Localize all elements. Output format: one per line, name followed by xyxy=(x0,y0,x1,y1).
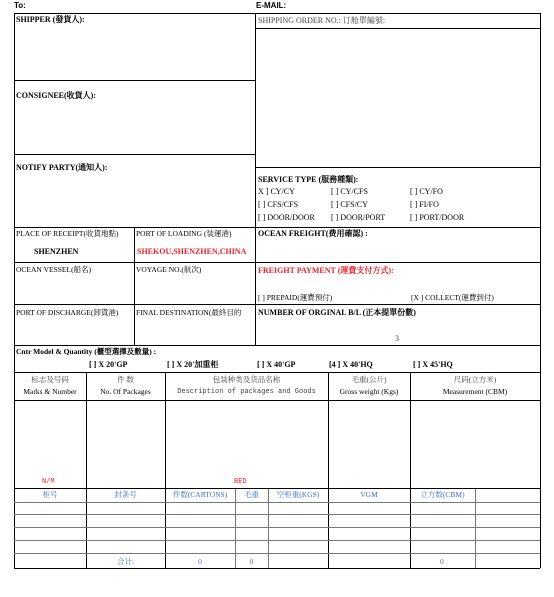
header-weight-en: Gross weight (Kgs) xyxy=(339,387,399,396)
ocean-freight-label: OCEAN FREIGHT(费用確認) : xyxy=(258,229,368,238)
detail-header-cartons: 件数(CARTONS) xyxy=(172,490,228,499)
detail-header-gross: 毛重 xyxy=(244,490,259,499)
ocean-vessel-label: OCEAN VESSEL(船名) xyxy=(16,265,92,274)
cntr-option-40gp[interactable]: [ ] X 40'GP xyxy=(257,360,296,369)
service-type-title: SERVICE TYPE (服務種類): xyxy=(258,175,359,184)
header-measurement-en: Measurement (CBM) xyxy=(442,387,508,396)
shipper-label: SHIPPER (發貨人): xyxy=(16,15,85,24)
marks-value: N/M xyxy=(42,478,55,486)
header-packages-en: No. Of Packages xyxy=(100,387,151,396)
shipping-order-label: SHIPPING ORDER NO.: 订舱單編號: xyxy=(258,16,386,25)
total-label: 合计: xyxy=(116,557,135,566)
detail-header-vgm: VGM xyxy=(360,490,378,499)
port-of-discharge-label: PORT OF DISCHARGE(卸貨港) xyxy=(16,308,119,317)
detail-header-tare: 空柜重(KGS) xyxy=(276,490,320,499)
goods-value: BED xyxy=(234,478,247,486)
service-option-cfs-cy[interactable]: [ ] CFS/CY xyxy=(331,200,368,209)
detail-header-cbm: 立方数(CBM) xyxy=(420,490,465,499)
to-label: To: xyxy=(14,1,26,10)
port-of-loading-label: PORT OF LOADING (装運港) xyxy=(136,229,232,238)
total-weight: 0 xyxy=(249,557,254,566)
cntr-option-40hq[interactable]: [4 ] X 40'HQ xyxy=(329,360,373,369)
freight-prepaid-option[interactable]: [ ] PREPAID(運費預付) xyxy=(258,293,333,302)
detail-header-container-no: 柜号 xyxy=(42,490,58,499)
header-marks-en: Marks & Number xyxy=(23,387,77,396)
voyage-no-label: VOYAGE NO.(航次) xyxy=(136,265,202,274)
cntr-option-20gp[interactable]: [ ] X 20'GP xyxy=(89,360,128,369)
header-packages-cn: 件 数 xyxy=(117,375,134,384)
email-label: E-MAIL: xyxy=(256,1,287,10)
place-of-receipt-label: PLACE OF RECEIPT(收貨地點) xyxy=(16,229,119,238)
port-of-loading-value: SHEKOU,SHENZHEN,CHINA xyxy=(137,247,247,256)
service-option-cy-cfs[interactable]: [ ] CY/CFS xyxy=(331,187,368,196)
notify-party-label: NOTIFY PARTY(通知人): xyxy=(16,163,108,172)
cntr-option-20-heavy[interactable]: [ ] X 20'加重柜 xyxy=(167,360,219,369)
cntr-model-label: Cntr Model & Quantity (櫃型選擇及數量) : xyxy=(16,347,157,356)
service-option-fi-fo[interactable]: [ ] FI/FO xyxy=(410,200,439,209)
service-option-port-door[interactable]: [ ] PORT/DOOR xyxy=(410,213,465,222)
original-bl-value: 3 xyxy=(395,334,399,343)
freight-payment-title: FREIGHT PAYMENT (運費支付方式): xyxy=(258,266,394,275)
original-bl-label: NUMBER OF ORGINAL B/L (正本提單份數) xyxy=(258,308,416,317)
final-destination-label: FINAL DESTINATION(最終目的 xyxy=(136,308,242,317)
service-option-cy-cy[interactable]: X ] CY/CY xyxy=(258,187,295,196)
consignee-label: CONSIGNEE(收貨人): xyxy=(16,91,97,100)
service-option-cy-fo[interactable]: [ ] CY/FO xyxy=(410,187,443,196)
place-of-receipt-value: SHENZHEN xyxy=(34,247,79,256)
header-description-en: Description of packages and Goods xyxy=(177,388,316,396)
freight-collect-option[interactable]: [X ] COLLECT(運費到付) xyxy=(411,293,494,302)
header-marks-cn: 标志及号码 xyxy=(31,375,69,384)
service-option-door-port[interactable]: [ ] DOOR/PORT xyxy=(331,213,386,222)
total-cartons: 0 xyxy=(198,557,202,566)
service-option-door-door[interactable]: [ ] DOOR/DOOR xyxy=(258,213,315,222)
service-option-cfs-cfs[interactable]: [ ] CFS/CFS xyxy=(258,200,299,209)
total-cbm: 0 xyxy=(440,557,444,566)
header-description-cn: 包装种类及货品名称 xyxy=(212,375,281,384)
detail-header-seal-no: 封条号 xyxy=(114,490,137,499)
header-measurement-cn: 尺码(立方米) xyxy=(453,375,497,384)
cntr-option-45hq[interactable]: [ ] X 45'HQ xyxy=(413,360,453,369)
header-weight-cn: 毛重(公斤) xyxy=(351,375,387,384)
